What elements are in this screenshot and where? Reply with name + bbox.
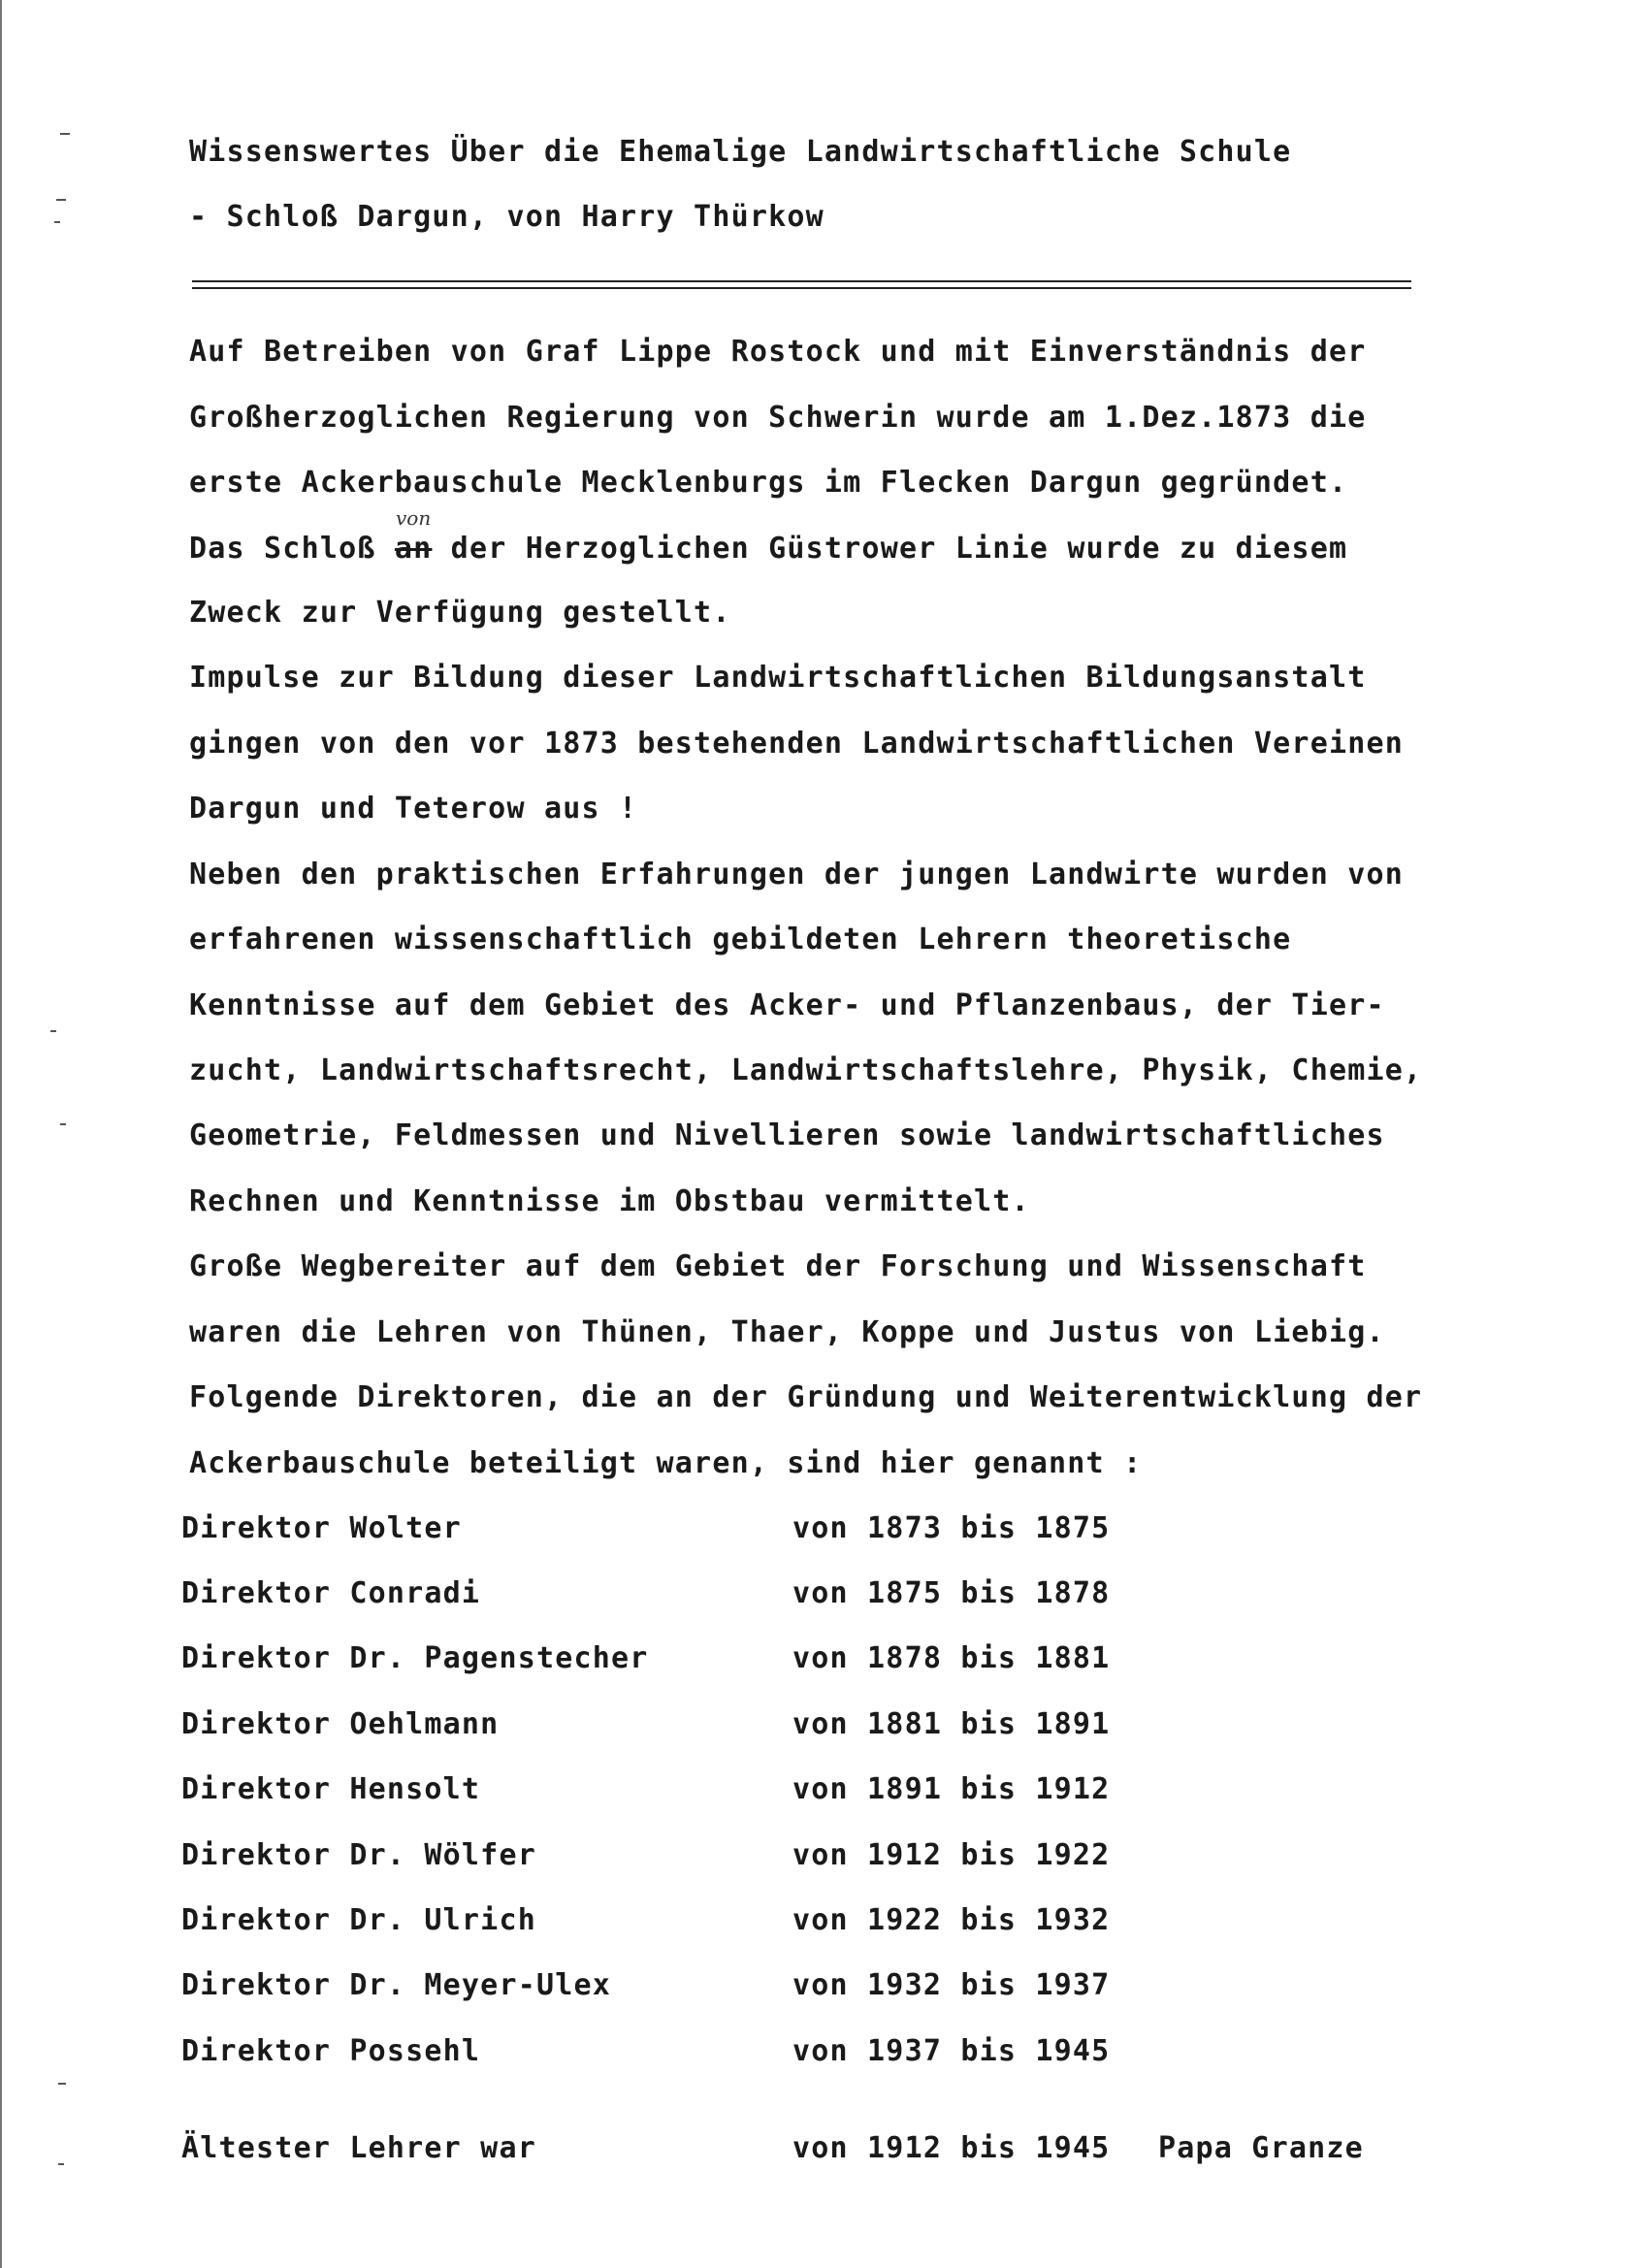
- director-row: [181, 1770, 1111, 1809]
- director-name: Direktor Dr. Wölfer: [181, 1838, 536, 1872]
- margin-mark: [56, 199, 66, 201]
- margin-mark: [60, 133, 70, 135]
- director-row: [181, 1509, 1111, 1548]
- director-period: von 1922 bis 1932: [792, 1903, 1111, 1937]
- body-line: zucht, Landwirtschaftsrecht, Landwirtschaftslehre, Physik, Chemie,: [189, 1053, 1423, 1087]
- body-line: Zweck zur Verfügung gestellt.: [189, 596, 731, 630]
- director-row: [181, 1639, 1111, 1678]
- body-line: erfahrenen wissenschaftlich gebildeten Lehrern theoretische: [189, 923, 1292, 956]
- director-period: von 1912 bis 1922: [792, 1838, 1111, 1872]
- body-line: erste Ackerbauschule Mecklenburgs im Flecken Dargun gegründet.: [189, 466, 1348, 500]
- body-line-part: Das Schloß: [189, 532, 395, 566]
- oldest-teacher-period: von 1912 bis 1945: [792, 2131, 1111, 2165]
- director-name: Direktor Dr. Meyer-Ulex: [181, 1968, 612, 2002]
- director-name: Direktor Wolter: [181, 1511, 462, 1545]
- scan-edge-left: [0, 0, 2, 2268]
- director-row: [181, 1836, 1111, 1875]
- director-name: Direktor Conradi: [181, 1576, 481, 1610]
- oldest-teacher-row: [181, 2129, 1364, 2168]
- director-period: von 1937 bis 1945: [792, 2034, 1111, 2068]
- margin-mark: [58, 2083, 66, 2085]
- margin-mark: [60, 1123, 66, 1125]
- title-rule-bottom: [192, 287, 1411, 289]
- director-row: [181, 2032, 1111, 2071]
- director-row: [181, 1966, 1111, 2005]
- body-line: gingen von den vor 1873 bestehenden Landwirtschaftlichen Vereinen: [189, 727, 1404, 761]
- director-period: von 1891 bis 1912: [792, 1772, 1111, 1806]
- body-line: Kenntnisse auf dem Gebiet des Acker- und Pflanzenbaus, der Tier-: [189, 988, 1385, 1022]
- body-line-part: der Herzoglichen Güstrower Linie wurde zu diesem: [432, 532, 1348, 566]
- body-line: Geometrie, Feldmessen und Nivellieren sowie landwirtschaftliches: [189, 1118, 1385, 1152]
- body-line: Dargun und Teterow aus !: [189, 792, 638, 826]
- title-line-2: - Schloß Dargun, von Harry Thürkow: [189, 200, 824, 234]
- director-name: Direktor Oehlmann: [181, 1707, 500, 1741]
- director-period: von 1881 bis 1891: [792, 1707, 1111, 1741]
- handwritten-insert: von: [396, 506, 432, 530]
- oldest-teacher-name: Papa Granze: [1158, 2131, 1364, 2165]
- director-period: von 1932 bis 1937: [792, 1968, 1111, 2002]
- body-line: Rechnen und Kenntnisse im Obstbau vermittelt.: [189, 1184, 1030, 1218]
- body-line: Folgende Direktoren, die an der Gründung und Weiterentwicklung der: [189, 1380, 1423, 1414]
- margin-mark: [54, 221, 60, 223]
- title-line-1: Wissenswertes Über die Ehemalige Landwirtschaftliche Schule: [189, 135, 1292, 169]
- director-row: [181, 1574, 1111, 1613]
- body-line: Großherzoglichen Regierung von Schwerin wurde am 1.Dez.1873 die: [189, 401, 1367, 435]
- body-line: Impulse zur Bildung dieser Landwirtschaftlichen Bildungsanstalt: [189, 661, 1367, 695]
- director-period: von 1875 bis 1878: [792, 1576, 1111, 1610]
- director-name: Direktor Dr. Ulrich: [181, 1903, 536, 1937]
- body-line: Neben den praktischen Erfahrungen der jungen Landwirte wurden von: [189, 858, 1404, 891]
- body-line: Große Wegbereiter auf dem Gebiet der Forschung und Wissenschaft: [189, 1249, 1367, 1283]
- director-period: von 1878 bis 1881: [792, 1641, 1111, 1675]
- title-rule-top: [192, 280, 1411, 282]
- body-line: Ackerbauschule beteiligt waren, sind hier genannt :: [189, 1446, 1143, 1480]
- oldest-teacher-label: Ältester Lehrer war: [181, 2131, 536, 2165]
- body-line: waren die Lehren von Thünen, Thaer, Koppe und Justus von Liebig.: [189, 1315, 1385, 1349]
- director-period: von 1873 bis 1875: [792, 1511, 1111, 1545]
- director-name: Direktor Hensolt: [181, 1772, 481, 1806]
- margin-mark: [58, 2163, 64, 2165]
- director-row: [181, 1901, 1111, 1940]
- margin-mark: [50, 1030, 56, 1032]
- body-line-correction: [189, 530, 1347, 568]
- director-name: Direktor Dr. Pagenstecher: [181, 1641, 649, 1675]
- struck-word: an: [394, 532, 433, 566]
- body-line: Auf Betreiben von Graf Lippe Rostock und mit Einverständnis der: [189, 335, 1367, 369]
- director-name: Direktor Possehl: [181, 2034, 481, 2068]
- director-row: [181, 1705, 1111, 1744]
